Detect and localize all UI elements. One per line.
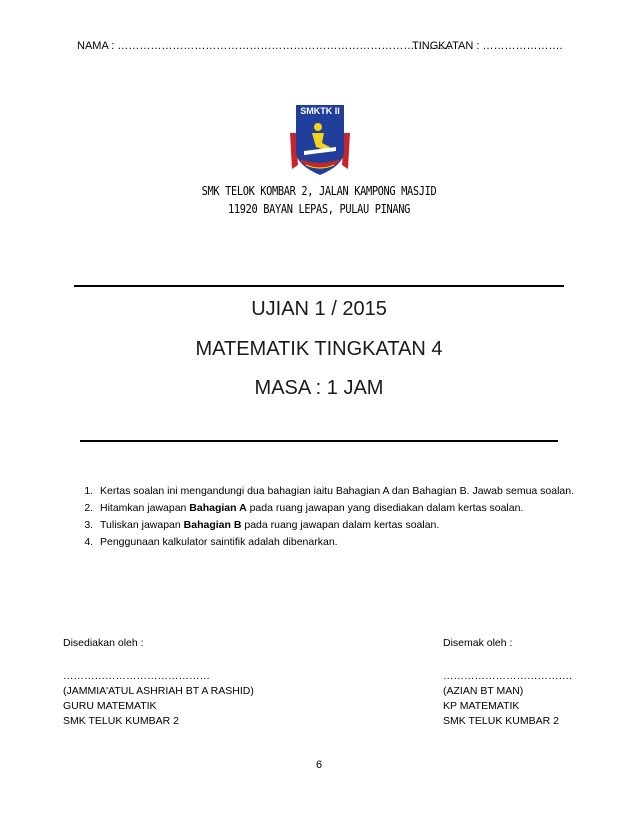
bottom-divider	[80, 440, 558, 442]
prepared-by-label: Disediakan oleh :	[63, 637, 144, 649]
checked-school: SMK TELUK KUMBAR 2	[443, 715, 559, 727]
exam-title: UJIAN 1 / 2015	[251, 298, 387, 320]
checked-by-label: Disemak oleh :	[443, 637, 513, 649]
prepared-signature-dots: ……………………………………	[63, 670, 210, 682]
checked-by-block	[443, 636, 572, 729]
checked-signature-dots: ……………………………….	[443, 670, 572, 682]
page-number: 6	[315, 759, 323, 771]
tingkatan-field-label: TINGKATAN : ………………….	[412, 40, 563, 52]
checked-role: KP MATEMATIK	[443, 700, 520, 712]
exam-duration: MASA : 1 JAM	[254, 377, 384, 399]
school-name-line: SMK TELOK KOMBAR 2, JALAN KAMPONG MASJID	[201, 184, 437, 198]
instruction-item: 4. Penggunaan kalkulator saintifik adalah dibenarkan.	[96, 534, 576, 550]
instruction-item: 3. Tuliskan jawapan Bahagian B pada ruang jawapan dalam kertas soalan.	[96, 517, 576, 533]
instruction-item: 1. Kertas soalan ini mengandungi dua bahagian iaitu Bahagian A dan Bahagian B. Jawab semua soalan.	[96, 483, 576, 499]
school-crest-icon	[286, 103, 354, 179]
school-address-line: 11920 BAYAN LEPAS, PULAU PINANG	[228, 202, 410, 216]
nama-field-label: NAMA : ……………………………………………………………………………….	[77, 40, 451, 52]
checked-name: (AZIAN BT MAN)	[443, 685, 524, 697]
prepared-role: GURU MATEMATIK	[63, 700, 157, 712]
prepared-by-block	[63, 636, 254, 729]
instructions-list	[76, 483, 576, 551]
prepared-name: (JAMMIA'ATUL ASHRIAH BT A RASHID)	[63, 685, 254, 697]
prepared-school: SMK TELUK KUMBAR 2	[63, 715, 179, 727]
instruction-item: 2. Hitamkan jawapan Bahagian A pada ruang jawapan yang disediakan dalam kertas soalan.	[96, 500, 576, 516]
crest-label: SMKTK II	[300, 106, 340, 116]
exam-subject: MATEMATIK TINGKATAN 4	[195, 338, 443, 360]
top-divider	[74, 285, 564, 287]
